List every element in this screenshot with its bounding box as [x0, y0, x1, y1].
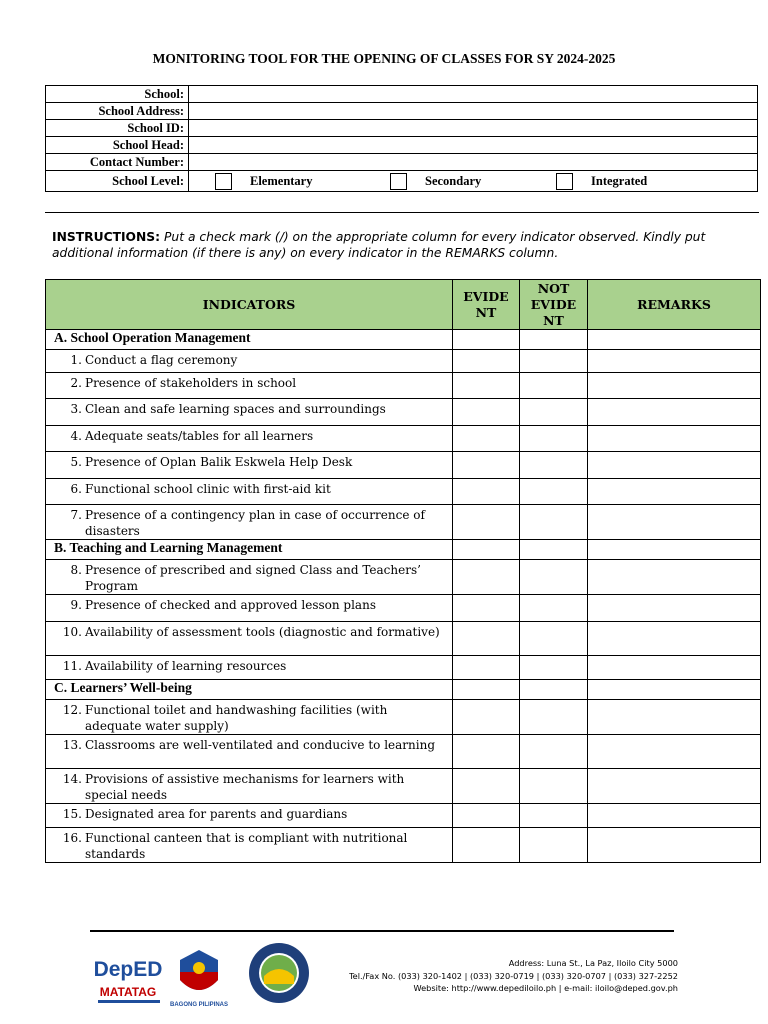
- section-row: [46, 680, 761, 700]
- evident-cell[interactable]: [453, 426, 520, 452]
- section-title: C. Learners’ Well-being: [46, 680, 453, 700]
- indicator-text: Presence of Oplan Balik Eskwela Help Desk: [85, 455, 353, 469]
- indicator-cell: [46, 804, 453, 828]
- tel-line: Tel./Fax No. (033) 320-1402 | (033) 320-0719 | (033) 320-0707 | (033) 327-2252: [349, 970, 678, 981]
- not-evident-cell[interactable]: [520, 479, 588, 505]
- section-blank-cell: [520, 330, 588, 350]
- not-evident-cell[interactable]: [520, 426, 588, 452]
- school-info-table: [45, 85, 758, 192]
- remarks-cell[interactable]: [588, 560, 761, 595]
- divider: [45, 212, 759, 213]
- indicator-text: Presence of stakeholders in school: [85, 376, 297, 390]
- elementary-checkbox[interactable]: [215, 173, 232, 190]
- evident-cell[interactable]: [453, 350, 520, 373]
- indicator-cell: [46, 769, 453, 804]
- table-row: [46, 700, 761, 735]
- indicator-cell: [46, 505, 453, 540]
- indicator-cell: [46, 560, 453, 595]
- indicator-text: Availability of assessment tools (diagnostic and formative): [85, 625, 440, 639]
- evident-cell[interactable]: [453, 700, 520, 735]
- remarks-cell[interactable]: [588, 479, 761, 505]
- not-evident-cell[interactable]: [520, 595, 588, 622]
- remarks-cell[interactable]: [588, 373, 761, 399]
- address-field[interactable]: [189, 103, 758, 120]
- indicator-number: 12.: [62, 703, 82, 717]
- elementary-label: Elementary: [250, 173, 313, 188]
- evident-cell[interactable]: [453, 560, 520, 595]
- indicator-text: Functional toilet and handwashing facilities (with adequate water supply): [85, 703, 388, 733]
- indicator-number: 6.: [70, 482, 82, 496]
- table-row: [46, 735, 761, 769]
- indicator-text: Designated area for parents and guardians: [85, 807, 348, 821]
- bagong-pilipinas-logo: [170, 950, 228, 1008]
- remarks-cell[interactable]: [588, 452, 761, 479]
- not-evident-cell[interactable]: [520, 700, 588, 735]
- not-evident-cell[interactable]: [520, 804, 588, 828]
- remarks-cell[interactable]: [588, 700, 761, 735]
- instructions-label: INSTRUCTIONS:: [52, 230, 161, 244]
- section-blank-cell: [520, 680, 588, 700]
- school-head-field[interactable]: [189, 137, 758, 154]
- indicator-number: 15.: [62, 807, 82, 821]
- table-row: [46, 595, 761, 622]
- indicator-text: Adequate seats/tables for all learners: [85, 429, 314, 443]
- indicator-number: 8.: [70, 563, 82, 577]
- level-label: School Level:: [46, 171, 189, 192]
- remarks-cell[interactable]: [588, 804, 761, 828]
- not-evident-cell[interactable]: [520, 769, 588, 804]
- remarks-cell[interactable]: [588, 828, 761, 863]
- evident-cell[interactable]: [453, 828, 520, 863]
- remarks-cell[interactable]: [588, 399, 761, 426]
- header-remarks: REMARKS: [588, 280, 761, 330]
- instructions: [52, 229, 752, 261]
- indicators-table: [45, 279, 761, 863]
- indicator-text: Presence of checked and approved lesson plans: [85, 598, 376, 612]
- header-indicators: INDICATORS: [46, 280, 453, 330]
- school-head-label: School Head:: [46, 137, 189, 154]
- not-evident-cell[interactable]: [520, 373, 588, 399]
- remarks-cell[interactable]: [588, 426, 761, 452]
- indicator-cell: [46, 622, 453, 656]
- section-blank-cell: [453, 330, 520, 350]
- not-evident-cell[interactable]: [520, 622, 588, 656]
- not-evident-cell[interactable]: [520, 656, 588, 680]
- table-row: [46, 399, 761, 426]
- bagong-pilipinas-text: BAGONG PILIPINAS: [169, 1002, 229, 1008]
- web-line: Website: http://www.depediloilo.ph | e-mail: iloilo@deped.gov.ph: [413, 983, 678, 993]
- indicator-number: 1.: [70, 353, 82, 367]
- table-row: [46, 505, 761, 540]
- evident-cell[interactable]: [453, 804, 520, 828]
- evident-cell[interactable]: [453, 505, 520, 540]
- section-title: B. Teaching and Learning Management: [46, 540, 453, 560]
- secondary-label: Secondary: [425, 173, 482, 188]
- indicator-number: 7.: [70, 508, 82, 522]
- indicator-number: 9.: [70, 598, 82, 612]
- indicator-number: 10.: [62, 625, 82, 639]
- evident-cell[interactable]: [453, 373, 520, 399]
- indicator-cell: [46, 399, 453, 426]
- address-line: Address: Luna St., La Paz, Iloilo City 5000: [508, 958, 678, 968]
- not-evident-cell[interactable]: [520, 350, 588, 373]
- table-row: [46, 828, 761, 863]
- section-blank-cell: [588, 680, 761, 700]
- section-row: [46, 330, 761, 350]
- indicator-text: Classrooms are well-ventilated and conducive to learning: [85, 738, 436, 752]
- not-evident-cell[interactable]: [520, 452, 588, 479]
- indicator-text: Presence of a contingency plan in case of occurrence of disasters: [85, 508, 425, 538]
- instructions-text: Put a check mark (/) on the appropriate column for every indicator observed. Kindly put additional information (if there is any) on every indicator in the REMARKS column.: [52, 230, 706, 260]
- section-row: [46, 540, 761, 560]
- indicator-text: Functional canteen that is compliant with nutritional standards: [85, 831, 408, 861]
- footer-address: [349, 957, 678, 995]
- remarks-cell[interactable]: [588, 505, 761, 540]
- secondary-checkbox[interactable]: [390, 173, 407, 190]
- remarks-cell[interactable]: [588, 350, 761, 373]
- table-row: [46, 452, 761, 479]
- school-id-label: School ID:: [46, 120, 189, 137]
- contact-label: Contact Number:: [46, 154, 189, 171]
- indicator-text: Availability of learning resources: [85, 659, 287, 673]
- evident-cell[interactable]: [453, 595, 520, 622]
- logos-svg: [94, 940, 334, 1014]
- indicator-text: Clean and safe learning spaces and surroundings: [85, 402, 386, 416]
- indicator-cell: [46, 479, 453, 505]
- table-row: [46, 350, 761, 373]
- indicator-text: Provisions of assistive mechanisms for learners with special needs: [85, 772, 405, 802]
- table-row: [46, 373, 761, 399]
- indicator-text: Conduct a flag ceremony: [85, 353, 238, 367]
- indicator-number: 13.: [62, 738, 82, 752]
- remarks-cell[interactable]: [588, 595, 761, 622]
- section-title: A. School Operation Management: [46, 330, 453, 350]
- indicator-number: 11.: [62, 659, 82, 673]
- section-blank-cell: [588, 330, 761, 350]
- not-evident-cell[interactable]: [520, 560, 588, 595]
- matatag-wordmark: MATATAG: [99, 985, 157, 999]
- remarks-cell[interactable]: [588, 769, 761, 804]
- table-row: [46, 622, 761, 656]
- section-blank-cell: [453, 680, 520, 700]
- indicator-cell: [46, 595, 453, 622]
- address-label: School Address:: [46, 103, 189, 120]
- evident-cell[interactable]: [453, 656, 520, 680]
- indicator-text: Presence of prescribed and signed Class and Teachers’ Program: [85, 563, 421, 593]
- indicator-cell: [46, 656, 453, 680]
- evident-cell[interactable]: [453, 622, 520, 656]
- indicator-cell: [46, 452, 453, 479]
- division-seal: [249, 943, 309, 1003]
- not-evident-cell[interactable]: [520, 735, 588, 769]
- remarks-cell[interactable]: [588, 622, 761, 656]
- indicator-number: 14.: [62, 772, 82, 786]
- indicator-text: Functional school clinic with first-aid kit: [85, 482, 331, 496]
- deped-logo: [94, 958, 162, 1003]
- evident-cell[interactable]: [453, 735, 520, 769]
- indicator-cell: [46, 426, 453, 452]
- table-row: [46, 479, 761, 505]
- indicator-cell: [46, 735, 453, 769]
- remarks-cell[interactable]: [588, 656, 761, 680]
- integrated-label: Integrated: [591, 173, 648, 188]
- school-label: School:: [46, 86, 189, 103]
- section-blank-cell: [453, 540, 520, 560]
- not-evident-cell[interactable]: [520, 399, 588, 426]
- indicator-number: 2.: [70, 376, 82, 390]
- indicator-cell: [46, 828, 453, 863]
- not-evident-cell[interactable]: [520, 828, 588, 863]
- header-evident: EVIDE NT: [453, 280, 520, 330]
- school-id-field[interactable]: [189, 120, 758, 137]
- footer-line: [90, 930, 674, 932]
- page-title: MONITORING TOOL FOR THE OPENING OF CLASSES FOR SY 2024-2025: [152, 51, 616, 66]
- deped-wordmark: DepED: [94, 958, 163, 981]
- table-row: [46, 769, 761, 804]
- evident-cell[interactable]: [453, 769, 520, 804]
- integrated-checkbox[interactable]: [556, 173, 573, 190]
- section-blank-cell: [520, 540, 588, 560]
- school-field[interactable]: [189, 86, 758, 103]
- section-blank-cell: [588, 540, 761, 560]
- indicator-cell: [46, 700, 453, 735]
- header-not-evident: NOT EVIDE NT: [520, 280, 588, 330]
- table-row: [46, 560, 761, 595]
- not-evident-cell[interactable]: [520, 505, 588, 540]
- indicator-cell: [46, 350, 453, 373]
- evident-cell[interactable]: [453, 399, 520, 426]
- evident-cell[interactable]: [453, 452, 520, 479]
- footer-logos: [94, 940, 334, 1018]
- evident-cell[interactable]: [453, 479, 520, 505]
- indicator-number: 4.: [70, 429, 82, 443]
- table-row: [46, 804, 761, 828]
- remarks-cell[interactable]: [588, 735, 761, 769]
- contact-field[interactable]: [189, 154, 758, 171]
- indicator-cell: [46, 373, 453, 399]
- table-row: [46, 656, 761, 680]
- indicator-number: 16.: [62, 831, 82, 845]
- indicator-number: 5.: [70, 455, 82, 469]
- indicator-number: 3.: [70, 402, 82, 416]
- level-field: [189, 171, 758, 192]
- table-row: [46, 426, 761, 452]
